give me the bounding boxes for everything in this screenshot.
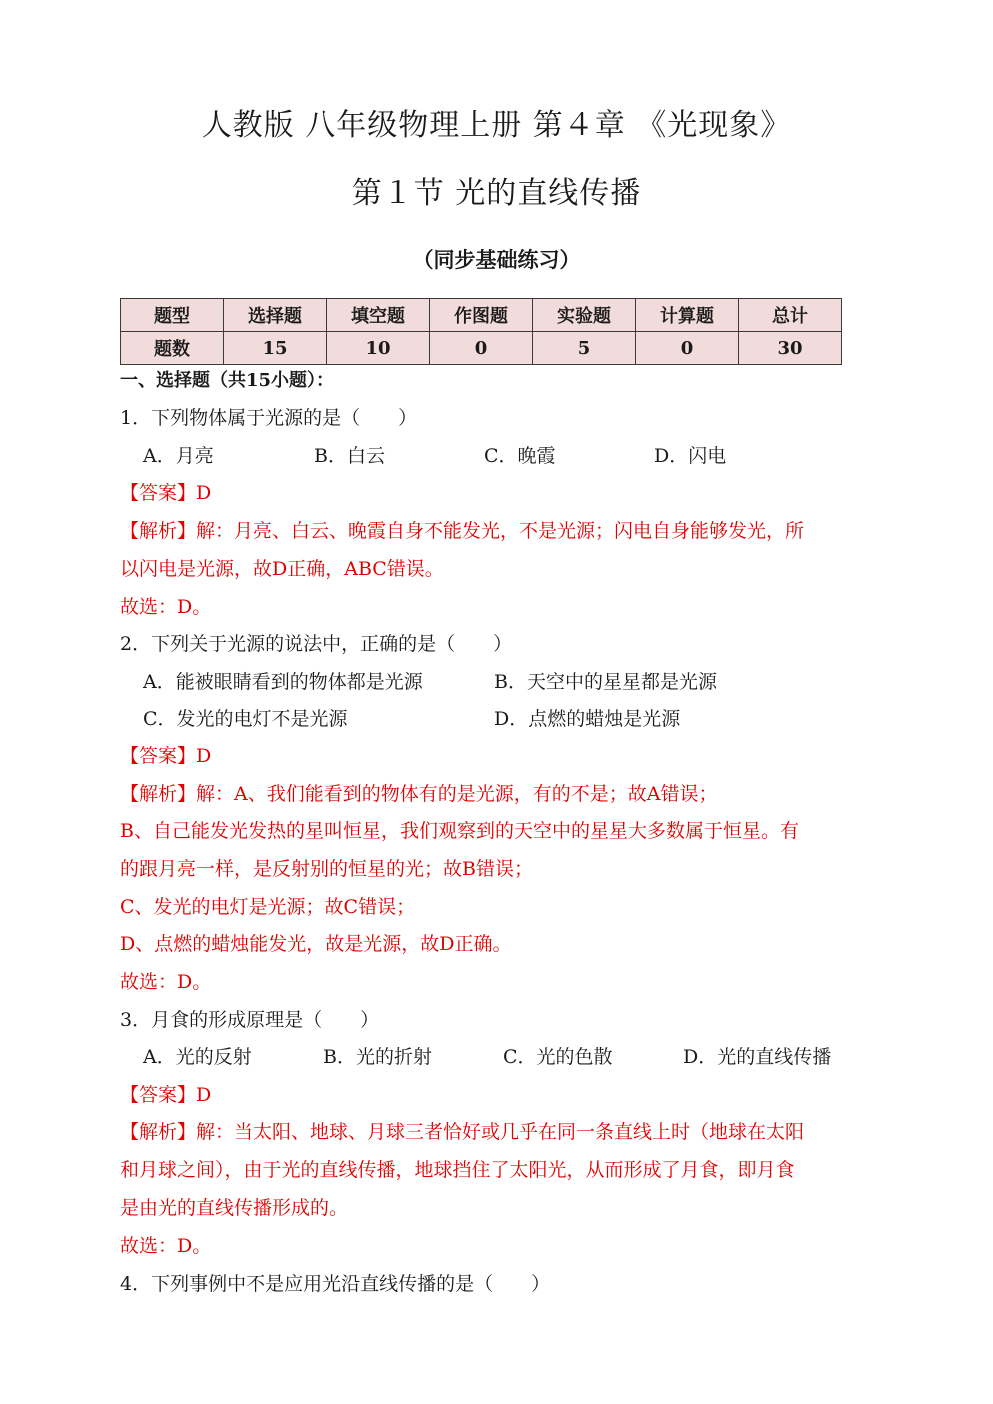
question-stats-table (120, 298, 842, 365)
question-stem: 2．下列关于光源的说法中，正确的是（ ） (120, 633, 513, 655)
table-cell: 选择题 (224, 299, 327, 332)
option: D．点燃的蜡烛是光源 (494, 708, 681, 730)
table-cell: 填空题 (327, 299, 430, 332)
table-header-row (121, 299, 842, 332)
table-cell: 计算题 (636, 299, 739, 332)
section-title: 第１节 光的直线传播 (351, 176, 642, 211)
option: A．能被眼睛看到的物体都是光源 (143, 671, 423, 693)
option: B．天空中的星星都是光源 (494, 671, 717, 693)
table-cell: 30 (739, 332, 842, 365)
analysis-line: 以闪电是光源，故D正确，ABC错误。 (120, 558, 444, 580)
option: B．光的折射 (323, 1046, 432, 1068)
conclusion-line: 故选：D。 (120, 1235, 212, 1257)
table-row (121, 332, 842, 365)
option: A．月亮 (143, 445, 214, 467)
answer-line: 【答案】D (120, 745, 212, 767)
option: C．晚霞 (484, 445, 556, 467)
table-cell: 实验题 (533, 299, 636, 332)
section-heading: 一、选择题（共15小题）： (120, 370, 335, 391)
answer-line: 【答案】D (120, 1084, 212, 1106)
table-cell: 5 (533, 332, 636, 365)
conclusion-line: 故选：D。 (120, 596, 212, 618)
option: A．光的反射 (143, 1046, 252, 1068)
table-cell: 10 (327, 332, 430, 365)
analysis-line: 的跟月亮一样，是反射别的恒星的光；故B错误； (120, 858, 533, 880)
table-cell: 题型 (121, 299, 224, 332)
table-cell: 题数 (121, 332, 224, 365)
question-stem: 1．下列物体属于光源的是（ ） (120, 407, 418, 429)
analysis-line: 【解析】解：A、我们能看到的物体有的是光源，有的不是；故A错误； (120, 783, 718, 805)
table-cell: 15 (224, 332, 327, 365)
analysis-line: 【解析】解：月亮、白云、晚霞自身不能发光，不是光源；闪电自身能够发光，所 (120, 520, 805, 542)
option: B．白云 (314, 445, 385, 467)
analysis-line: D、点燃的蜡烛能发光，故是光源，故D正确。 (120, 933, 512, 955)
document-subtitle: （同步基础练习） (412, 247, 581, 272)
analysis-line: B、自己能发光发热的星叫恒星，我们观察到的天空中的星星大多数属于恒星。有 (120, 820, 799, 842)
option: C．发光的电灯不是光源 (143, 708, 348, 730)
document-title: 人教版 八年级物理上册 第４章 《光现象》 (201, 108, 792, 143)
table-cell: 作图题 (430, 299, 533, 332)
analysis-line: 【解析】解：当太阳、地球、月球三者恰好或几乎在同一条直线上时（地球在太阳 (120, 1121, 805, 1143)
table-cell: 总计 (739, 299, 842, 332)
analysis-line: 是由光的直线传播形成的。 (120, 1197, 349, 1219)
option: D．闪电 (654, 445, 727, 467)
option: C．光的色散 (503, 1046, 613, 1068)
option: D．光的直线传播 (683, 1046, 832, 1068)
table-cell: 0 (430, 332, 533, 365)
question-stem: 3．月食的形成原理是（ ） (120, 1009, 380, 1031)
conclusion-line: 故选：D。 (120, 971, 212, 993)
analysis-line: 和月球之间），由于光的直线传播，地球挡住了太阳光，从而形成了月食，即月食 (120, 1159, 795, 1181)
table-cell: 0 (636, 332, 739, 365)
analysis-line: C、发光的电灯是光源；故C错误； (120, 896, 416, 918)
question-stem: 4．下列事例中不是应用光沿直线传播的是（ ） (120, 1273, 551, 1295)
answer-line: 【答案】D (120, 482, 212, 504)
